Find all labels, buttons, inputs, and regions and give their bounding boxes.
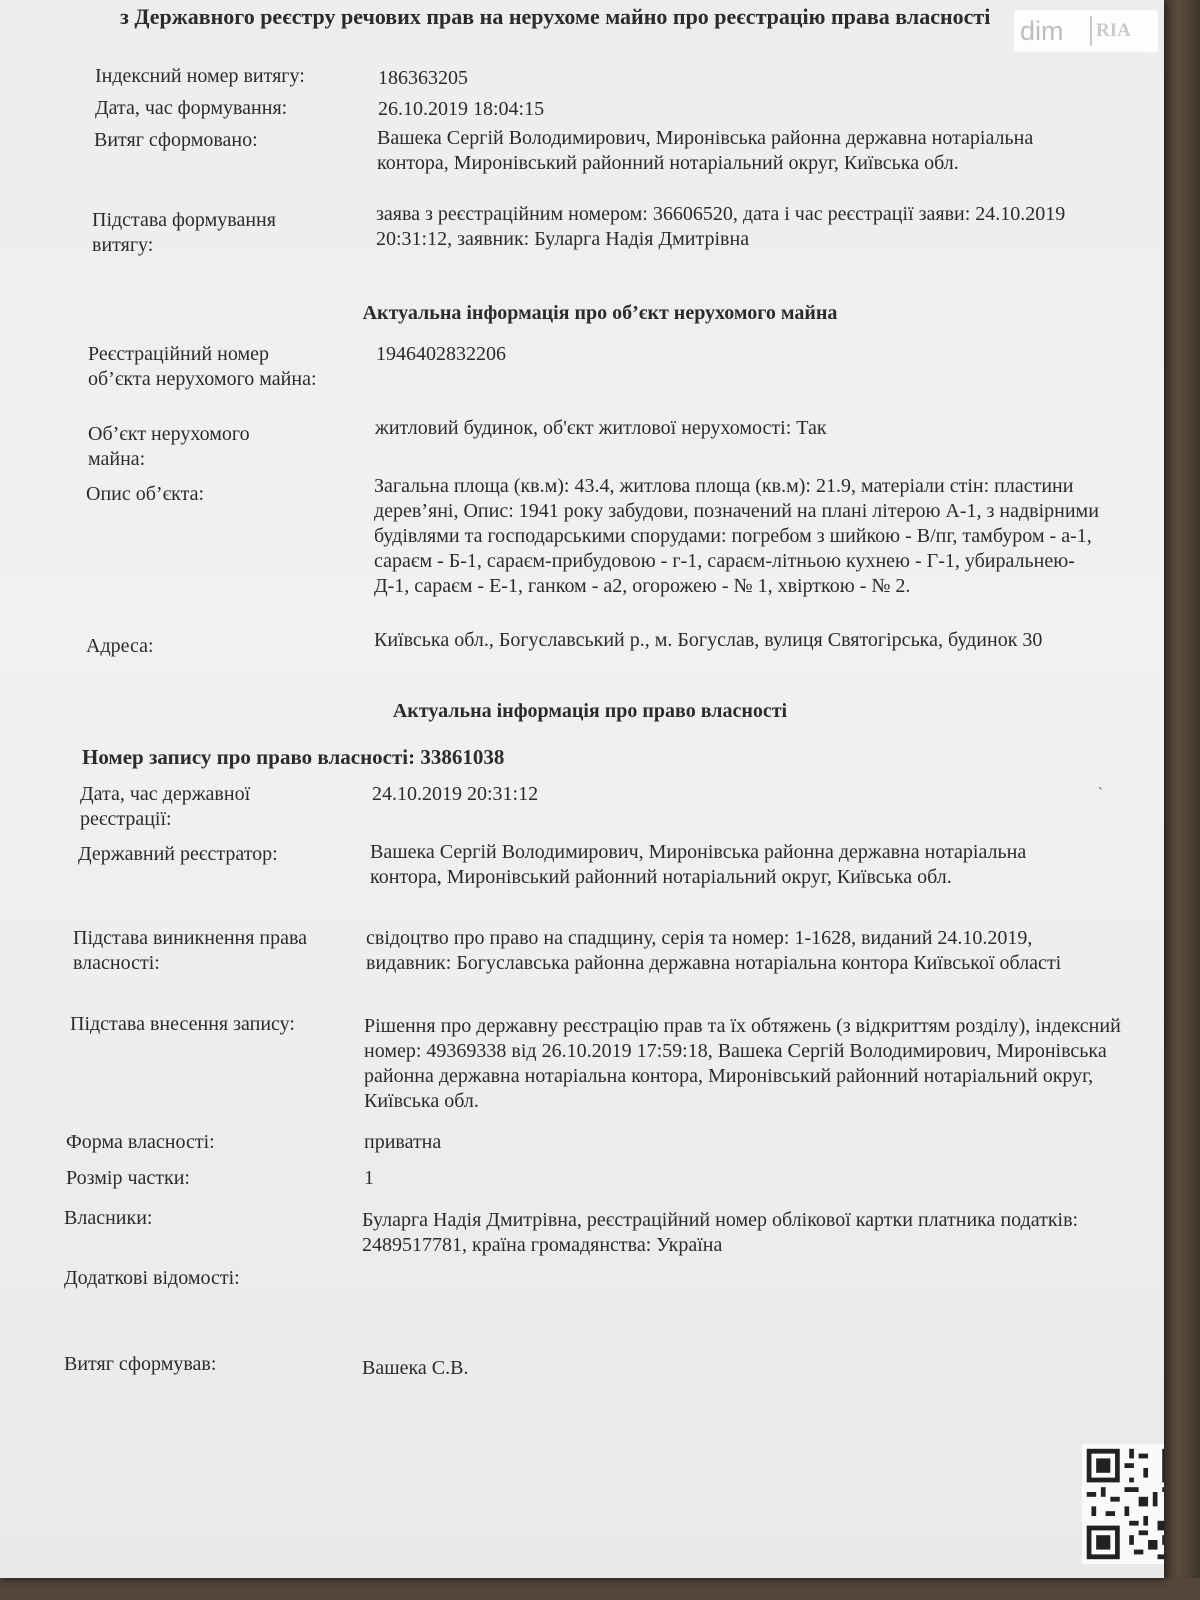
ownership-extra-label: Додаткові відомості: xyxy=(64,1267,240,1289)
object-type-value: житловий будинок, об'єкт житлової нерухомості: Так xyxy=(375,417,827,439)
dimria-watermark-logo xyxy=(1014,10,1158,52)
ownership-form-label: Форма власності: xyxy=(66,1131,215,1153)
object-desc-label: Опис об’єкта: xyxy=(86,483,205,505)
ownership-regdate-value: 24.10.2019 20:31:12 xyxy=(372,783,539,805)
ownership-form-value: приватна xyxy=(364,1131,442,1153)
ownership-entry-label: Підстава внесення запису: xyxy=(70,1013,295,1035)
object-address-value: Київська обл., Богуславський р., м. Богуслав, вулиця Святогірська, будинок 30 xyxy=(374,629,1043,651)
object-section-heading: Актуальна інформація про об’єкт нерухомого майна xyxy=(362,302,838,324)
qr-code-icon xyxy=(1082,1444,1164,1564)
ownership-owners-label: Власники: xyxy=(64,1207,153,1229)
logo-divider xyxy=(1090,16,1092,46)
extract-index-value: 186363205 xyxy=(378,67,468,89)
ownership-share-value: 1 xyxy=(364,1167,374,1189)
object-address-label: Адреса: xyxy=(86,635,154,657)
ownership-registrar-label: Державний реєстратор: xyxy=(78,843,278,865)
ownership-regdate-label: Дата, час державної реєстрації: xyxy=(80,783,251,830)
extract-formed-label: Витяг сформовано: xyxy=(94,129,258,151)
ownership-owners-value: Буларга Надія Дмитрівна, реєстраційний номер облікової картки платника податків: 2489517781, країна громадянства: Україна xyxy=(362,1209,1079,1256)
ink-mark: ˋ xyxy=(1098,786,1103,801)
background-wood-bottom xyxy=(0,1578,1200,1600)
ownership-origin-value: свідоцтво про право на спадщину, серія та номер: 1-1628, виданий 24.10.2019, видавник: Богуславська районна державна нотаріальна контора Київської області xyxy=(366,927,1062,974)
logo-ria-text: RIA xyxy=(1096,20,1131,41)
logo-dim-text: dim xyxy=(1020,15,1064,46)
ownership-registrar-value: Вашека Сергій Володимирович, Миронівська районна державна нотаріальна контора, Миронівський районний нотаріальний округ, Київська обл. xyxy=(370,841,1027,888)
document-title: з Державного реєстру речових прав на нерухоме майно про реєстрацію права власності xyxy=(120,4,991,29)
object-regnum-value: 1946402832206 xyxy=(376,343,506,365)
footer-signed-value: Вашека С.В. xyxy=(362,1357,469,1379)
object-desc-value: Загальна площа (кв.м): 43.4, житлова площа (кв.м): 21.9, матеріали стін: пластини дерев’яні, Опис: 1941 року забудови, позначений на плані літерою А-1, з надвірними будівлями та господарськими спорудами: погребом з шийкою - В/пг, тамбуром - а-1, сараєм - Б-1, сараєм-прибудовою - г-1, сараєм-літньою кухнею - Г-1, убиральнею-Д-1, сараєм - Е-1, ганком - а2, огорожею - № 1, хвірткою - № 2. xyxy=(374,475,1099,597)
ownership-entry-value: Рішення про державну реєстрацію прав та їх обтяжень (з відкриттям розділу), індексний номер: 49369338 від 26.10.2019 17:59:18, Вашека Сергій Володимирович, Миронівська районна державна нотаріальна контора, Миронівський районний нотаріальний округ, Київська обл. xyxy=(364,1015,1121,1112)
object-regnum-label: Реєстраційний номер об’єкта нерухомого майна: xyxy=(88,343,317,390)
extract-basis-value: заява з реєстраційним номером: 36606520, дата і час реєстрації заяви: 24.10.2019 20:31:12, заявник: Буларга Надія Дмитрівна xyxy=(376,203,1066,250)
object-type-label: Об’єкт нерухомого майна: xyxy=(88,423,250,470)
ownership-origin-label: Підстава виникнення права власності: xyxy=(73,927,308,974)
extract-formed-value: Вашека Сергій Володимирович, Миронівська районна державна нотаріальна контора, Миронівський районний нотаріальний округ, Київська обл. xyxy=(377,127,1034,174)
ownership-record-number: Номер запису про право власності: 33861038 xyxy=(82,745,505,769)
extract-basis-label: Підстава формування витягу: xyxy=(92,209,276,256)
ownership-section-heading: Актуальна інформація про право власності xyxy=(392,700,788,722)
extract-index-label: Індексний номер витягу: xyxy=(95,65,305,87)
ownership-share-label: Розмір частки: xyxy=(66,1167,190,1189)
extract-date-label: Дата, час формування: xyxy=(95,97,288,119)
extract-date-value: 26.10.2019 18:04:15 xyxy=(378,98,545,120)
footer-signed-label: Витяг сформував: xyxy=(64,1353,217,1375)
